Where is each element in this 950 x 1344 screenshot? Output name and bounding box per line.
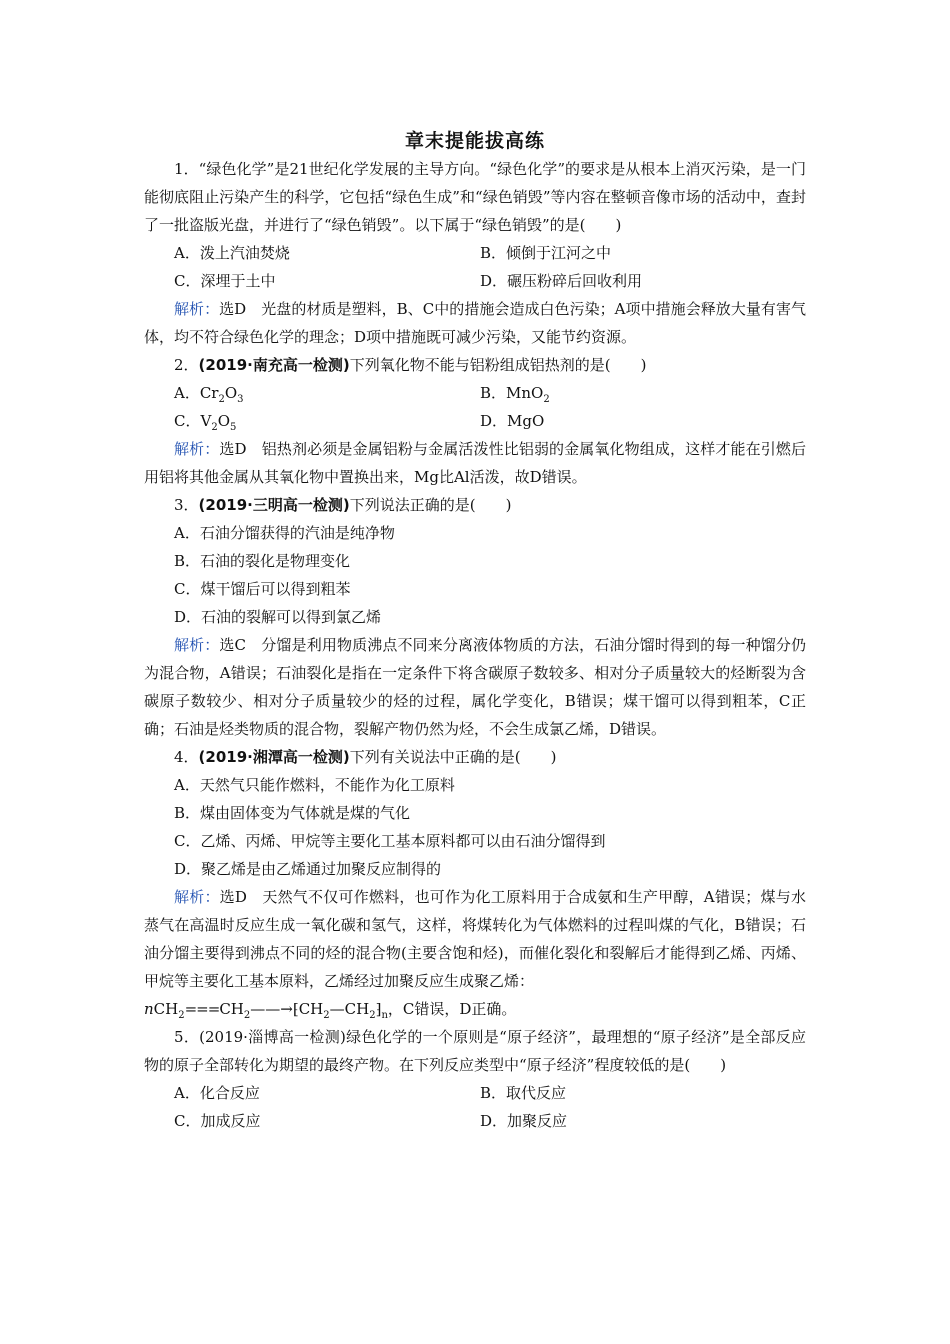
eq-formula: CH: [153, 1000, 179, 1018]
eq-subscript: 2: [178, 1010, 185, 1021]
question-3-option-b: B．石油的裂化是物理变化: [174, 552, 351, 570]
analysis-label: 解析：: [174, 440, 220, 458]
analysis-label: 解析：: [174, 300, 220, 318]
question-5-option-d: D．加聚反应: [480, 1112, 568, 1130]
question-text: 下列氧化物不能与铝粉组成铝热剂的是( ): [349, 356, 647, 374]
eq-subscript: 2: [323, 1010, 330, 1021]
eq-bracket-close: ⁆: [375, 1000, 382, 1018]
eq-double-bond: ===: [184, 1000, 220, 1018]
analysis-text: 选D 铝热剂必须是金属铝粉与金属活泼性比铝弱的金属氧化物组成，这样才能在引燃后用铝将其他金属从其氧化物中置换出来，Mg比Al活泼，故D错误。: [144, 440, 806, 486]
question-number: 3．: [174, 496, 199, 514]
eq-subscript: n: [381, 1010, 388, 1021]
formula-part: C．V: [174, 412, 212, 430]
question-5-stem: 5．(2019·淄博高一检测)绿色化学的一个原则是“原子经济”，最理想的“原子经济”是全部反应物的原子全部转化为期望的最终产物。在下列反应类型中“原子经济”程度较低的是( ): [144, 1028, 806, 1074]
question-3-option-c: C．煤干馏后可以得到粗苯: [174, 580, 351, 598]
content: [144, 155, 806, 1135]
question-3-option-a: A．石油分馏获得的汽油是纯净物: [174, 524, 395, 542]
question-2-analysis: [144, 435, 806, 491]
analysis-text: 选D 光盘的材质是塑料，B、C中的措施会造成白色污染；A项中措施会释放大量有害气体，均不符合绿色化学的理念；D项中措施既可减少污染，又能节约资源。: [144, 300, 806, 346]
question-2-option-d: D．MgO: [480, 412, 545, 430]
eq-formula: CH: [344, 1000, 370, 1018]
question-number: 2．: [174, 356, 199, 374]
analysis-text: 选C 分馏是利用物质沸点不同来分离液体物质的方法，石油分馏时得到的每一种馏分仍为混合物，A错误；石油裂化是指在一定条件下将含碳原子数较多、相对分子质量较大的烃断裂为含碳原子数较少、相对分子质量较少的烃的过程，属化学变化，B错误；煤干馏可以得到粗苯，C正确；石油是烃类物质的混合物，裂解产物仍然为烃，不会生成氯乙烯，D错误。: [144, 636, 806, 738]
question-1-options-ab: [144, 239, 806, 267]
question-5-options-ab: [144, 1079, 806, 1107]
question-3-analysis: [144, 631, 806, 743]
question-2-options-cd: [144, 407, 806, 435]
question-2-options-ab: [144, 379, 806, 407]
formula-part: B．MnO: [480, 384, 544, 402]
polymerization-equation: [144, 995, 806, 1023]
eq-formula: CH: [219, 1000, 244, 1018]
question-1-option-d: D．碾压粉碎后回收利用: [480, 272, 643, 290]
formula-part: A．Cr: [174, 384, 219, 402]
question-1-option-a: A．泼上汽油焚烧: [174, 244, 290, 262]
question-4-option-a: A．天然气只能作燃料，不能作为化工原料: [174, 776, 455, 794]
formula-subscript: 5: [230, 422, 237, 433]
question-1-option-c: C．深埋于土中: [174, 272, 276, 290]
question-4-option-b: B．煤由固体变为气体就是煤的气化: [174, 804, 411, 822]
question-4-option-d: D．聚乙烯是由乙烯通过加聚反应制得的: [174, 860, 442, 878]
question-2-stem: [144, 351, 806, 379]
question-2-option-b: [480, 379, 786, 407]
eq-formula: CH: [298, 1000, 324, 1018]
question-5-option-c: C．加成反应: [174, 1112, 261, 1130]
question-4-stem: [144, 743, 806, 771]
eq-arrow: ——→: [250, 1000, 293, 1018]
question-1-options-cd: [144, 267, 806, 295]
question-number: 4．: [174, 748, 199, 766]
formula-subscript: 2: [211, 422, 218, 433]
question-5-option-b: B．取代反应: [480, 1084, 567, 1102]
analysis-label: 解析：: [174, 888, 220, 906]
question-5-option-a: A．化合反应: [174, 1084, 260, 1102]
question-1-option-b: B．倾倒于江河之中: [480, 244, 612, 262]
eq-coefficient: n: [144, 1000, 154, 1018]
question-text: 下列有关说法中正确的是( ): [349, 748, 557, 766]
question-2-option-a: [174, 379, 480, 407]
eq-subscript: 2: [369, 1010, 376, 1021]
question-3-option-d: D．石油的裂解可以得到氯乙烯: [174, 608, 382, 626]
eq-subscript: 2: [243, 1010, 251, 1021]
analysis-text: 选D 天然气不仅可作燃料，也可作为化工原料用于合成氨和生产甲醇，A错误；煤与水蒸气在高温时反应生成一氧化碳和氢气，这样，将煤转化为气体燃料的过程叫煤的气化，B错误；石油分馏主要得到沸点不同的烃的混合物(主要含饱和烃)，而催化裂化和裂解后才能得到乙烯、丙烯、甲烷等主要化工基本原料，乙烯经过加聚反应生成聚乙烯：: [144, 888, 806, 990]
question-4-analysis: [144, 883, 806, 995]
formula-part: O: [224, 384, 238, 402]
question-source: (2019·三明高一检测): [198, 496, 350, 514]
question-source: (2019·湘潭高一检测): [198, 748, 350, 766]
eq-tail: ，C错误，D正确。: [387, 1000, 517, 1018]
formula-subscript: 2: [218, 394, 225, 405]
analysis-label: 解析：: [174, 636, 220, 654]
question-4-option-c: C．乙烯、丙烯、甲烷等主要化工基本原料都可以由石油分馏得到: [174, 832, 606, 850]
question-1-stem: 1．“绿色化学”是21世纪化学发展的主导方向。“绿色化学”的要求是从根本上消灭污染，是一门能彻底阻止污染产生的科学，它包括“绿色生成”和“绿色销毁”等内容在整顿音像市场的活动中，查封了一批盗版光盘，并进行了“绿色销毁”。以下属于“绿色销毁”的是( ): [144, 160, 806, 234]
question-1-analysis: [144, 295, 806, 351]
question-source: (2019·南充高一检测): [198, 356, 350, 374]
question-3-stem: [144, 491, 806, 519]
formula-subscript: 2: [543, 394, 550, 405]
question-5-options-cd: [144, 1107, 806, 1135]
page-title: 章末提能拔高练: [404, 130, 545, 152]
eq-bracket-open: ⁅: [292, 1000, 299, 1018]
question-2-option-c: [174, 407, 480, 435]
question-text: 下列说法正确的是( ): [349, 496, 512, 514]
formula-subscript: 3: [237, 394, 244, 405]
eq-bond: —: [329, 1000, 345, 1018]
formula-part: O: [217, 412, 230, 430]
